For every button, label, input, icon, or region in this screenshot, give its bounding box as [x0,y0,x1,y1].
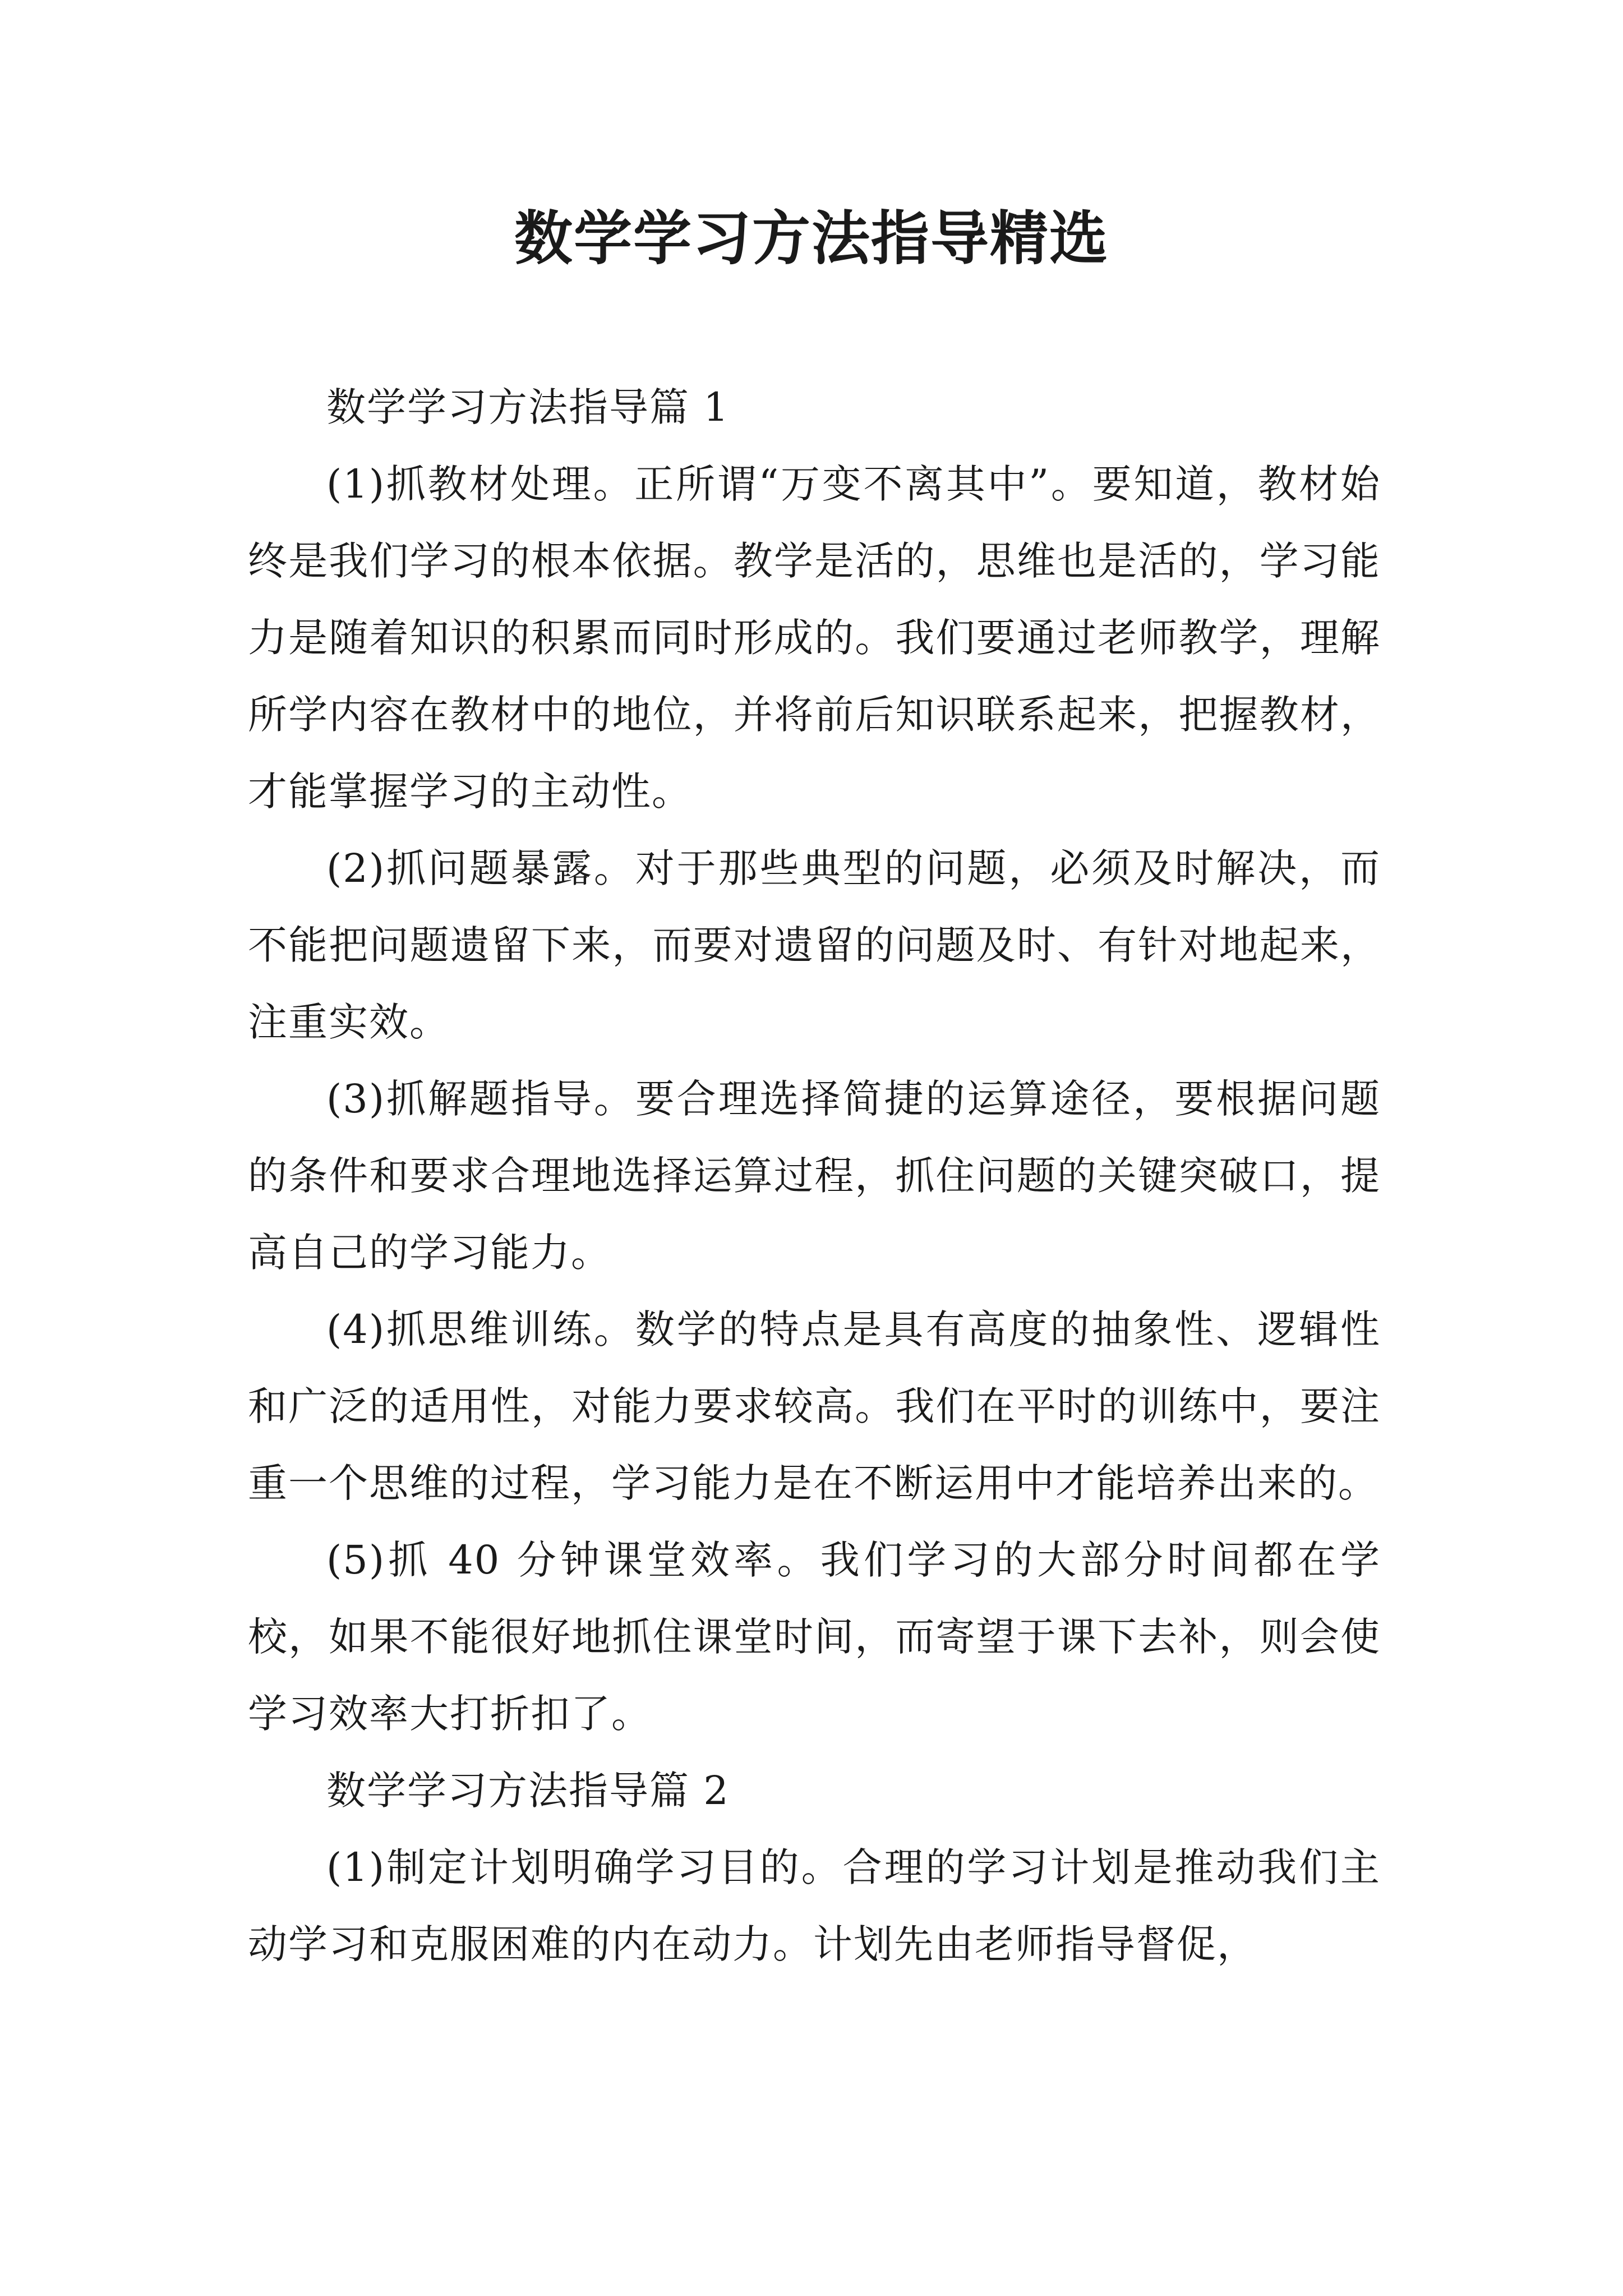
document-title: 数学学习方法指导精选 [514,204,1109,273]
paragraph: (4)抓思维训练。数学的特点是具有高度的抽象性、逻辑性和广泛的适用性，对能力要求较高。我们在平时的训练中，要注重一个思维的过程，学习能力是在不断运用中才能培养出来的。 [248,1306,1381,1506]
section-heading: 数学学习方法指导篇 1 [326,384,730,430]
paragraph: (3)抓解题指导。要合理选择简捷的运算途径，要根据问题的条件和要求合理地选择运算过程，抓住问题的关键突破口，提高自己的学习能力。 [248,1076,1381,1276]
paragraph: (2)抓问题暴露。对于那些典型的问题，必须及时解决，而不能把问题遗留下来，而要对遗留的问题及时、有针对地起来，注重实效。 [248,845,1381,1045]
paragraph: (5)抓 40 分钟课堂效率。我们学习的大部分时间都在学校，如果不能很好地抓住课堂时间，而寄望于课下去补，则会使学习效率大打折扣了。 [248,1537,1381,1737]
paragraph: (1)抓教材处理。正所谓“万变不离其中”。要知道，教材始终是我们学习的根本依据。教学是活的，思维也是活的，学习能力是随着知识的积累而同时形成的。我们要通过老师教学，理解所学内容在教材中的地位，并将前后知识联系起来，把握教材，才能掌握学习的主动性。 [248,461,1381,815]
section-heading: 数学学习方法指导篇 2 [326,1768,730,1814]
document-body [248,369,1381,1983]
paragraph: (1)制定计划明确学习目的。合理的学习计划是推动我们主动学习和克服困难的内在动力。计划先由老师指导督促， [248,1844,1381,1967]
